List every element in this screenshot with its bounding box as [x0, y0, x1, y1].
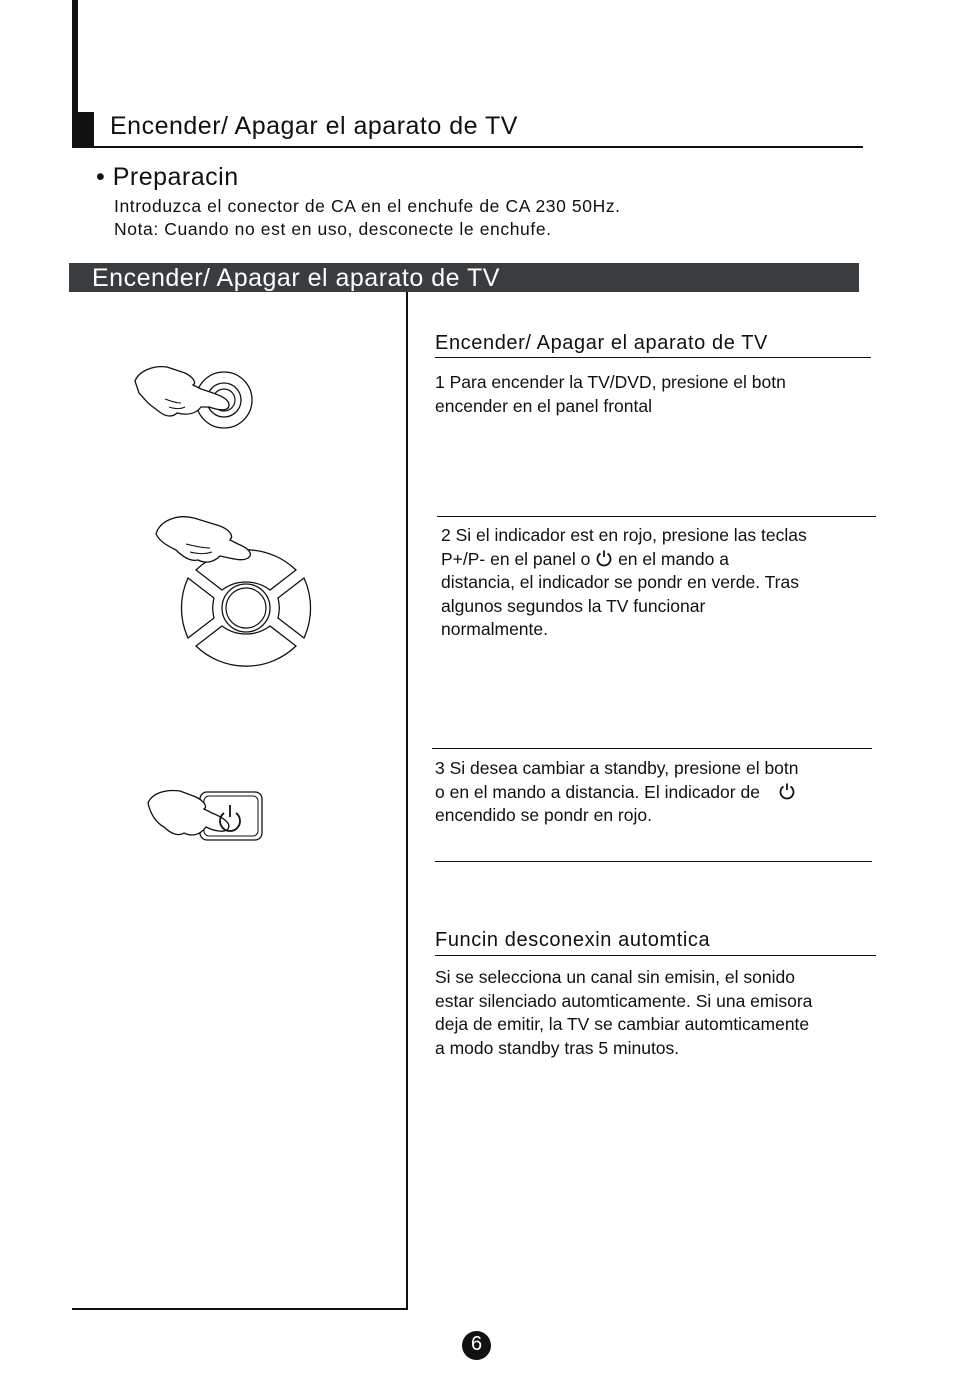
- bottom-rule: [72, 1308, 408, 1310]
- step-2-line: distancia, el indicador se pondr en verde. Tras: [441, 572, 799, 592]
- step-3-rule: [432, 748, 872, 749]
- step-2-line-part: en el mando a: [613, 548, 729, 569]
- column-divider: [406, 292, 408, 1310]
- section-banner: [69, 263, 859, 292]
- step-3-end-rule: [435, 861, 872, 862]
- step-3-text: [435, 757, 799, 828]
- step-2-line-part: P+/P- en el panel o: [441, 548, 596, 569]
- auto-off-line: estar silenciado automticamente. Si una emisora: [435, 990, 813, 1011]
- auto-off-line: a modo standby tras 5 minutos.: [435, 1037, 680, 1058]
- power-icon: [595, 549, 613, 567]
- step-1-line: encender en el panel frontal: [435, 395, 652, 416]
- section-banner-title: Encender/ Apagar el aparato de TV: [92, 264, 500, 292]
- title-underline: [94, 146, 863, 148]
- step-2-rule: [437, 516, 876, 517]
- step-2-line: 2 Si el indicador est en rojo, presione las teclas: [441, 525, 807, 545]
- step-3-line: 3 Si desea cambiar a standby, presione el botn: [435, 758, 799, 778]
- hand-pressing-round-button-icon: [125, 355, 260, 435]
- preparation-text-line: Introduzca el conector de CA en el enchufe de CA 230 50Hz.: [114, 196, 621, 216]
- step-3-line: [435, 781, 799, 805]
- step-1-line: 1 Para encender la TV/DVD, presione el botn: [435, 372, 786, 392]
- step-3-line-part: o en el mando a distancia. El indicador de: [435, 781, 770, 802]
- step-1-text: [435, 371, 786, 418]
- page-number: 6: [470, 1333, 483, 1355]
- page-title: Encender/ Apagar el aparato de TV: [110, 112, 518, 140]
- hand-pressing-directional-pad-icon: [150, 510, 325, 690]
- heading-marker-block: [72, 112, 94, 148]
- preparation-title: • Preparacin: [96, 163, 239, 191]
- step-2-line: algunos segundos la TV funcionar: [441, 595, 706, 616]
- step-3-line: encendido se pondr en rojo.: [435, 805, 652, 825]
- page-number-badge: [462, 1331, 491, 1360]
- step-2-line: normalmente.: [441, 619, 548, 639]
- auto-off-line: deja de emitir, la TV se cambiar automticamente: [435, 1014, 810, 1034]
- power-section-rule: [435, 357, 871, 358]
- power-icon: [778, 782, 796, 800]
- auto-off-section-rule: [435, 955, 876, 956]
- step-2-text: [441, 524, 807, 642]
- step-2-line: [441, 548, 807, 572]
- preparation-note-line: Nota: Cuando no est en uso, desconecte le enchufe.: [114, 219, 552, 239]
- hand-pressing-standby-button-icon: [140, 783, 270, 848]
- auto-off-text: [435, 966, 812, 1060]
- power-section-heading: Encender/ Apagar el aparato de TV: [435, 332, 768, 354]
- auto-off-line: Si se selecciona un canal sin emisin, el sonido: [435, 967, 795, 987]
- auto-off-section-heading: Funcin desconexin automtica: [435, 929, 711, 951]
